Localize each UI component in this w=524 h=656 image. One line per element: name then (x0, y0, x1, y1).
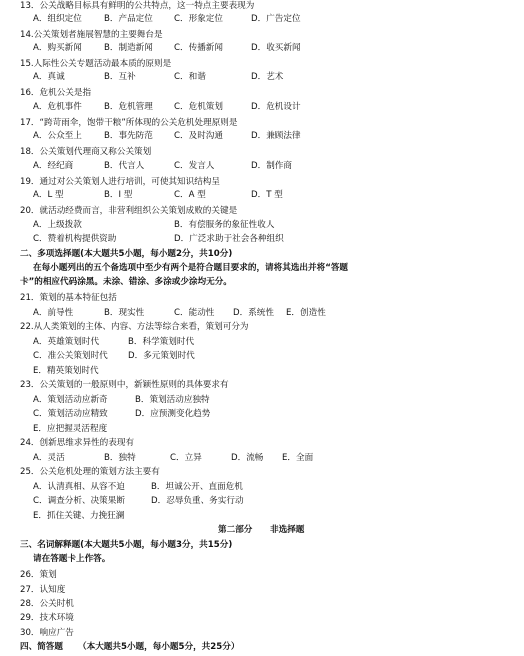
option-b: B．互补 (104, 72, 136, 82)
part-subtitle: 非选择题 (270, 525, 305, 535)
instruction-text: 卡”的相应代码涂黑。未涂、错涂、多涂或少涂均无分。 (20, 277, 232, 287)
option-d: D．T 型 (251, 190, 283, 200)
question-stem: 27．认知度 (20, 585, 66, 595)
option-d: D．系统性 (233, 308, 274, 318)
option-a: A．危机事件 (33, 102, 82, 112)
option-e: E．抓住关键、力挽狂澜 (33, 511, 125, 521)
option-a: A．经纪商 (33, 161, 74, 171)
option-b: B．产品定位 (104, 14, 153, 24)
section-detail: （本大题共5小题，每小题5分，共25分） (78, 642, 240, 652)
option-d: D．广泛求助于社会各种组织 (174, 234, 284, 244)
option-d: D．制作商 (251, 161, 292, 171)
option-a: A．策划活动应新奇 (33, 395, 108, 405)
question-stem: 24．创新思维求异性的表现有 (20, 438, 135, 448)
option-d: D．收买新闻 (251, 43, 301, 53)
instruction-text: 请在答题卡上作答。 (33, 554, 111, 564)
option-d: D．忍辱负重、务实行动 (151, 496, 244, 506)
option-c: C．立异 (170, 453, 202, 463)
option-c: C．准公关策划时代 (33, 351, 108, 361)
option-c: C．传播新闻 (174, 43, 223, 53)
question-stem: 23．公关策划的一般原则中，新颖性原则的具体要求有 (20, 380, 229, 390)
option-c: C．调查分析、决策果断 (33, 496, 125, 506)
question-stem: 19．通过对公关策划人进行培训，可使其知识结构呈 (20, 177, 220, 187)
option-a: A．英雄策划时代 (33, 337, 100, 347)
option-a: A．购买新闻 (33, 43, 82, 53)
question-stem: 25．公关危机处理的策划方法主要有 (20, 467, 160, 477)
question-stem: 21．策划的基本特征包括 (20, 293, 117, 303)
question-stem: 26．策划 (20, 570, 57, 580)
question-stem: 22.从人类策划的主体、内容、方法等综合来看，策划可分为 (20, 322, 249, 332)
option-d: D．广告定位 (251, 14, 301, 24)
question-stem: 30．响应广告 (20, 628, 74, 638)
option-c: C．能动性 (174, 308, 215, 318)
option-a: A．前导性 (33, 308, 74, 318)
option-a: A．L 型 (33, 190, 64, 200)
option-e: E．创造性 (286, 308, 326, 318)
part-label: 第二部分 (218, 525, 253, 535)
question-stem: 14.公关策划者施展智慧的主要舞台是 (20, 30, 163, 40)
option-d: D．艺术 (251, 72, 284, 82)
option-a: A．灵活 (33, 453, 65, 463)
option-b: B．独特 (104, 453, 136, 463)
question-stem: 15.人际性公关专题活动最本质的原则是 (20, 59, 172, 69)
question-stem: 18．公关策划代理商又称公关策划 (20, 147, 152, 157)
question-stem: 20．就活动经费而言，非营利组织公关策划成败的关键是 (20, 206, 238, 216)
option-b: B．策划活动应独特 (135, 395, 210, 405)
question-stem: 17．“跨苛雨伞，饱带干粮”所体现的公关危机处理原则是 (20, 118, 238, 128)
instruction-text: 在每小题列出的五个备选项中至少有两个是符合题目要求的，请将其选出并将“答题 (33, 263, 349, 273)
option-c: C．赞着机构提供资助 (33, 234, 117, 244)
option-e: E．精英策划时代 (33, 366, 99, 376)
option-b: B．代言人 (104, 161, 145, 171)
option-a: A．真诚 (33, 72, 65, 82)
question-stem: 13．公关战略目标具有鲜明的公共特点，这一特点主要表现为 (20, 1, 255, 11)
option-a: A．组织定位 (33, 14, 82, 24)
option-b: B．危机管理 (104, 102, 153, 112)
option-b: B．坦诚公开、直面危机 (151, 482, 243, 492)
option-e: E．全面 (282, 453, 314, 463)
option-c: C．和谐 (174, 72, 206, 82)
option-d: D．兼顾法律 (251, 131, 301, 141)
option-b: B．制造新闻 (104, 43, 153, 53)
option-d: D．应预测变化趋势 (135, 409, 211, 419)
option-c: C．形象定位 (174, 14, 223, 24)
option-d: D．多元策划时代 (128, 351, 195, 361)
option-a: A．公众至上 (33, 131, 82, 141)
option-c: C．危机策划 (174, 102, 223, 112)
option-b: B．科学策划时代 (128, 337, 195, 347)
option-b: B．I 型 (104, 190, 133, 200)
section-heading: 三、名词解释题(本大题共5小题，每小题3分，共15分) (20, 540, 233, 550)
question-stem: 28．公关时机 (20, 599, 74, 609)
section-heading: 二、多项选择题(本大题共5小题，每小题2分，共10分) (20, 249, 233, 259)
question-stem: 29．技术环境 (20, 613, 74, 623)
option-c: C．发言人 (174, 161, 215, 171)
question-stem: 16．危机公关是指 (20, 88, 92, 98)
option-a: A．认清真相、从容不迫 (33, 482, 125, 492)
option-b: B．有偿服务的象征性收人 (174, 220, 275, 230)
option-d: D．危机设计 (251, 102, 301, 112)
option-b: B．现实性 (104, 308, 145, 318)
option-c: C．A 型 (174, 190, 206, 200)
option-c: C．策划活动应精致 (33, 409, 108, 419)
option-a: A．上级拨款 (33, 220, 82, 230)
option-c: C．及时沟通 (174, 131, 223, 141)
option-b: B．事先防范 (104, 131, 153, 141)
option-d: D．流畅 (231, 453, 264, 463)
section-title: 四、简答题 (20, 642, 63, 652)
option-e: E．应把握灵活程度 (33, 424, 108, 434)
